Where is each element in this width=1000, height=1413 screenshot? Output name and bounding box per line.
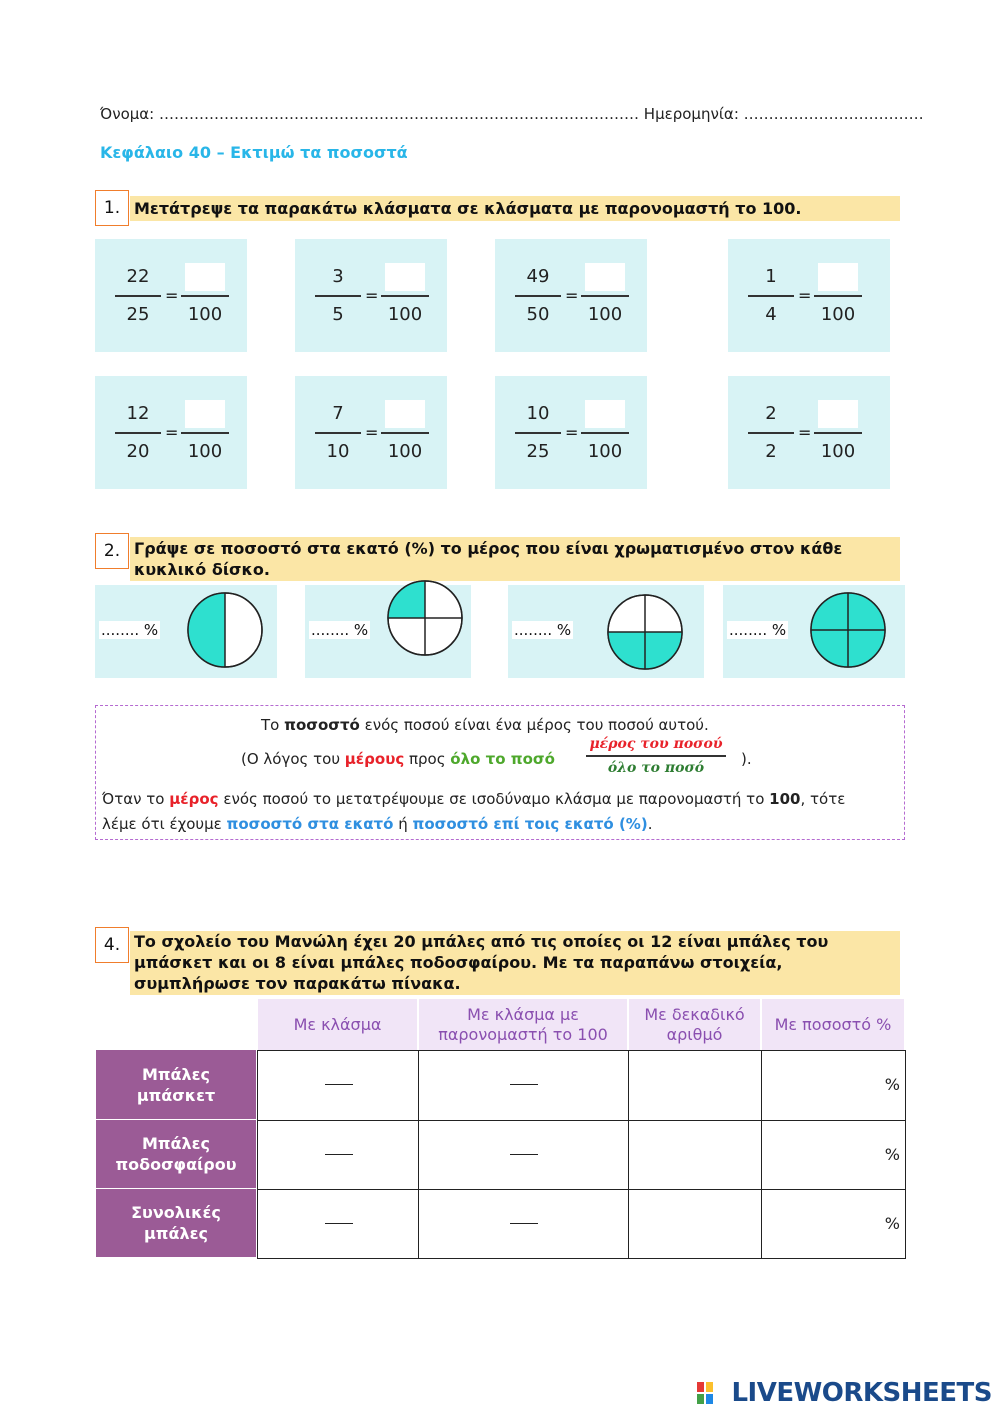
fraction-bar [581, 432, 629, 434]
pie-disc [809, 591, 887, 669]
target-denominator: 100 [587, 304, 623, 325]
fraction-bar [181, 432, 229, 434]
definition-line3: Όταν το μέρος ενός ποσού το μετατρέψουμε σε ισοδύναμο κλάσμα με παρονομαστή το 100, τότε [102, 790, 846, 808]
liveworksheets-logo-icon [697, 1382, 723, 1404]
definition-box [95, 705, 905, 840]
ratio-line [586, 755, 726, 757]
fraction-bar [748, 432, 794, 434]
table-answer-cell[interactable] [418, 1189, 629, 1259]
percent-answer-input[interactable]: ........ % [311, 621, 369, 639]
column-header-line1: Με ποσοστό % [774, 1014, 892, 1034]
brand-name: LIVEWORKSHEETS [731, 1378, 992, 1408]
disc-card [508, 585, 704, 678]
target-denominator: 100 [820, 441, 856, 462]
target-denominator: 100 [587, 441, 623, 462]
fraction-numerator: 2 [765, 403, 777, 424]
fraction-card [95, 239, 247, 352]
fraction-card [295, 376, 447, 489]
table-answer-cell[interactable] [418, 1050, 629, 1121]
fraction-bar [381, 432, 429, 434]
q4-instruction [130, 931, 900, 995]
definition-line1: Το ποσοστό ενός ποσού είναι ένα μέρος του ποσού αυτού. [261, 716, 709, 734]
percent-answer-input[interactable]: ........ % [514, 621, 572, 639]
fraction-bar [325, 1223, 353, 1224]
equals-sign: = [565, 286, 579, 305]
row-header-line1: Συνολικές [131, 1203, 221, 1222]
table-answer-cell[interactable] [628, 1050, 762, 1121]
percent-answer-input[interactable]: ........ % [729, 621, 787, 639]
fraction-numerator: 1 [765, 266, 777, 287]
numerator-answer-input[interactable] [818, 263, 858, 291]
definition-line4: λέμε ότι έχουμε ποσοστό στα εκατό ή ποσοστό επί τοις εκατό (%). [102, 815, 653, 833]
equals-sign: = [798, 423, 812, 442]
fraction-denominator: 20 [126, 441, 150, 462]
fraction-numerator: 22 [126, 266, 150, 287]
numerator-answer-input[interactable] [185, 400, 225, 428]
fraction-bar [748, 295, 794, 297]
equals-sign: = [798, 286, 812, 305]
date-field[interactable]: ……………………………… [743, 105, 924, 123]
table-answer-cell[interactable] [257, 1050, 419, 1121]
fraction-card [728, 239, 890, 352]
q2-instruction-line2: κυκλικό δίσκο. [134, 560, 270, 579]
table-answer-cell[interactable] [628, 1120, 762, 1190]
table-answer-cell[interactable] [257, 1120, 419, 1190]
q2-instruction [130, 537, 900, 581]
pie-disc [386, 579, 464, 657]
target-denominator: 100 [820, 304, 856, 325]
q1-instruction: Μετάτρεψε τα παρακάτω κλάσματα σε κλάσματα με παρονομαστή το 100. [130, 196, 900, 221]
row-header-line1: Μπάλες [141, 1134, 211, 1153]
ratio-numerator: μέρος του ποσού [589, 736, 723, 752]
equals-sign: = [365, 423, 379, 442]
fraction-card [495, 239, 647, 352]
table-column-header [762, 999, 904, 1050]
disc-card [305, 585, 471, 678]
fraction-bar [315, 295, 361, 297]
percent-answer-input[interactable]: ........ % [101, 621, 159, 639]
column-header-line2: αριθμό [666, 1024, 723, 1044]
fraction-card [495, 376, 647, 489]
column-header-line1: Με κλάσμα με [467, 1004, 579, 1024]
q4-number: 4. [95, 927, 129, 963]
q2-instruction-line1: Γράψε σε ποσοστό στα εκατό (%) το μέρος που είναι χρωματισμένο στον κάθε [134, 539, 843, 558]
target-denominator: 100 [187, 441, 223, 462]
fraction-denominator: 5 [332, 304, 344, 325]
name-field[interactable]: …………………………………………………………………………………… [159, 105, 640, 123]
disc-card [723, 585, 905, 678]
disc-card [95, 585, 277, 678]
fraction-bar [115, 295, 161, 297]
fraction-bar [510, 1084, 538, 1085]
column-header-line2: παρονομαστή το 100 [438, 1024, 608, 1044]
numerator-answer-input[interactable] [585, 400, 625, 428]
q4-line2: μπάσκετ και οι 8 είναι μπάλες ποδοσφαίρου. Με τα παραπάνω στοιχεία, [134, 953, 783, 972]
table-answer-cell[interactable] [418, 1120, 629, 1190]
date-label: Ημερομηνία: [643, 105, 739, 123]
pie-disc [606, 593, 684, 671]
table-column-header [629, 999, 760, 1050]
pie-disc [186, 591, 264, 669]
fraction-numerator: 10 [526, 403, 550, 424]
percent-sign: % [884, 1214, 900, 1233]
row-header-line1: Μπάλες [141, 1064, 211, 1084]
table-answer-cell[interactable] [761, 1120, 906, 1190]
fraction-bar [115, 432, 161, 434]
ratio-fraction [586, 736, 726, 776]
fraction-bar [510, 1223, 538, 1224]
q1-number: 1. [95, 190, 129, 226]
column-header-line1: Με κλάσμα [293, 1014, 382, 1034]
table-row-header [96, 1120, 256, 1188]
row-header-line2: μπάλες [144, 1224, 208, 1243]
table-answer-cell[interactable] [628, 1189, 762, 1259]
disc-shaded-part [188, 593, 225, 667]
fraction-bar [515, 295, 561, 297]
numerator-answer-input[interactable] [818, 400, 858, 428]
fraction-bar [325, 1084, 353, 1085]
fraction-bar [381, 295, 429, 297]
table-row-header [96, 1189, 256, 1257]
q4-line1: Το σχολείο του Μανώλη έχει 20 μπάλες από τις οποίες οι 12 είναι μπάλες του [134, 932, 829, 951]
numerator-answer-input[interactable] [585, 263, 625, 291]
fraction-denominator: 4 [765, 304, 777, 325]
fraction-numerator: 3 [332, 266, 344, 287]
definition-line2-end: ). [741, 750, 752, 768]
fraction-numerator: 12 [126, 403, 150, 424]
numerator-answer-input[interactable] [185, 263, 225, 291]
fraction-denominator: 50 [526, 304, 550, 325]
fraction-denominator: 10 [326, 441, 350, 462]
name-label: Όνομα: [100, 105, 155, 123]
table-row-header [96, 1050, 256, 1119]
numerator-answer-input[interactable] [385, 400, 425, 428]
fraction-denominator: 25 [526, 441, 550, 462]
fraction-denominator: 2 [765, 441, 777, 462]
fraction-bar [181, 295, 229, 297]
fraction-card [295, 239, 447, 352]
row-header-line2: μπάσκετ [136, 1085, 216, 1105]
fraction-bar [515, 432, 561, 434]
table-column-header [419, 999, 627, 1050]
header-line [100, 105, 924, 123]
target-denominator: 100 [387, 441, 423, 462]
table-column-header [258, 999, 417, 1050]
table-answer-cell[interactable] [761, 1050, 906, 1121]
fraction-card [728, 376, 890, 489]
percent-sign: % [884, 1075, 900, 1094]
fraction-bar [510, 1154, 538, 1155]
numerator-answer-input[interactable] [385, 263, 425, 291]
fraction-numerator: 49 [526, 266, 550, 287]
equals-sign: = [365, 286, 379, 305]
q2-number: 2. [95, 533, 129, 569]
fraction-bar [315, 432, 361, 434]
table-answer-cell[interactable] [761, 1189, 906, 1259]
table-answer-cell[interactable] [257, 1189, 419, 1259]
fraction-bar [814, 432, 862, 434]
equals-sign: = [165, 423, 179, 442]
fraction-bar [325, 1154, 353, 1155]
percent-sign: % [884, 1145, 900, 1164]
target-denominator: 100 [387, 304, 423, 325]
fraction-bar [581, 295, 629, 297]
fraction-denominator: 25 [126, 304, 150, 325]
fraction-numerator: 7 [332, 403, 344, 424]
equals-sign: = [565, 423, 579, 442]
fraction-bar [814, 295, 862, 297]
chapter-title: Κεφάλαιο 40 – Εκτιμώ τα ποσοστά [100, 143, 408, 162]
equals-sign: = [165, 286, 179, 305]
fraction-card [95, 376, 247, 489]
column-header-line1: Με δεκαδικό [644, 1004, 745, 1024]
ratio-denominator: όλο το ποσό [607, 759, 705, 776]
definition-line2: (Ο λόγος του μέρους προς όλο το ποσό [241, 750, 555, 768]
target-denominator: 100 [187, 304, 223, 325]
q4-line3: συμπλήρωσε τον παρακάτω πίνακα. [134, 974, 461, 993]
row-header-line2: ποδοσφαίρου [115, 1155, 237, 1174]
